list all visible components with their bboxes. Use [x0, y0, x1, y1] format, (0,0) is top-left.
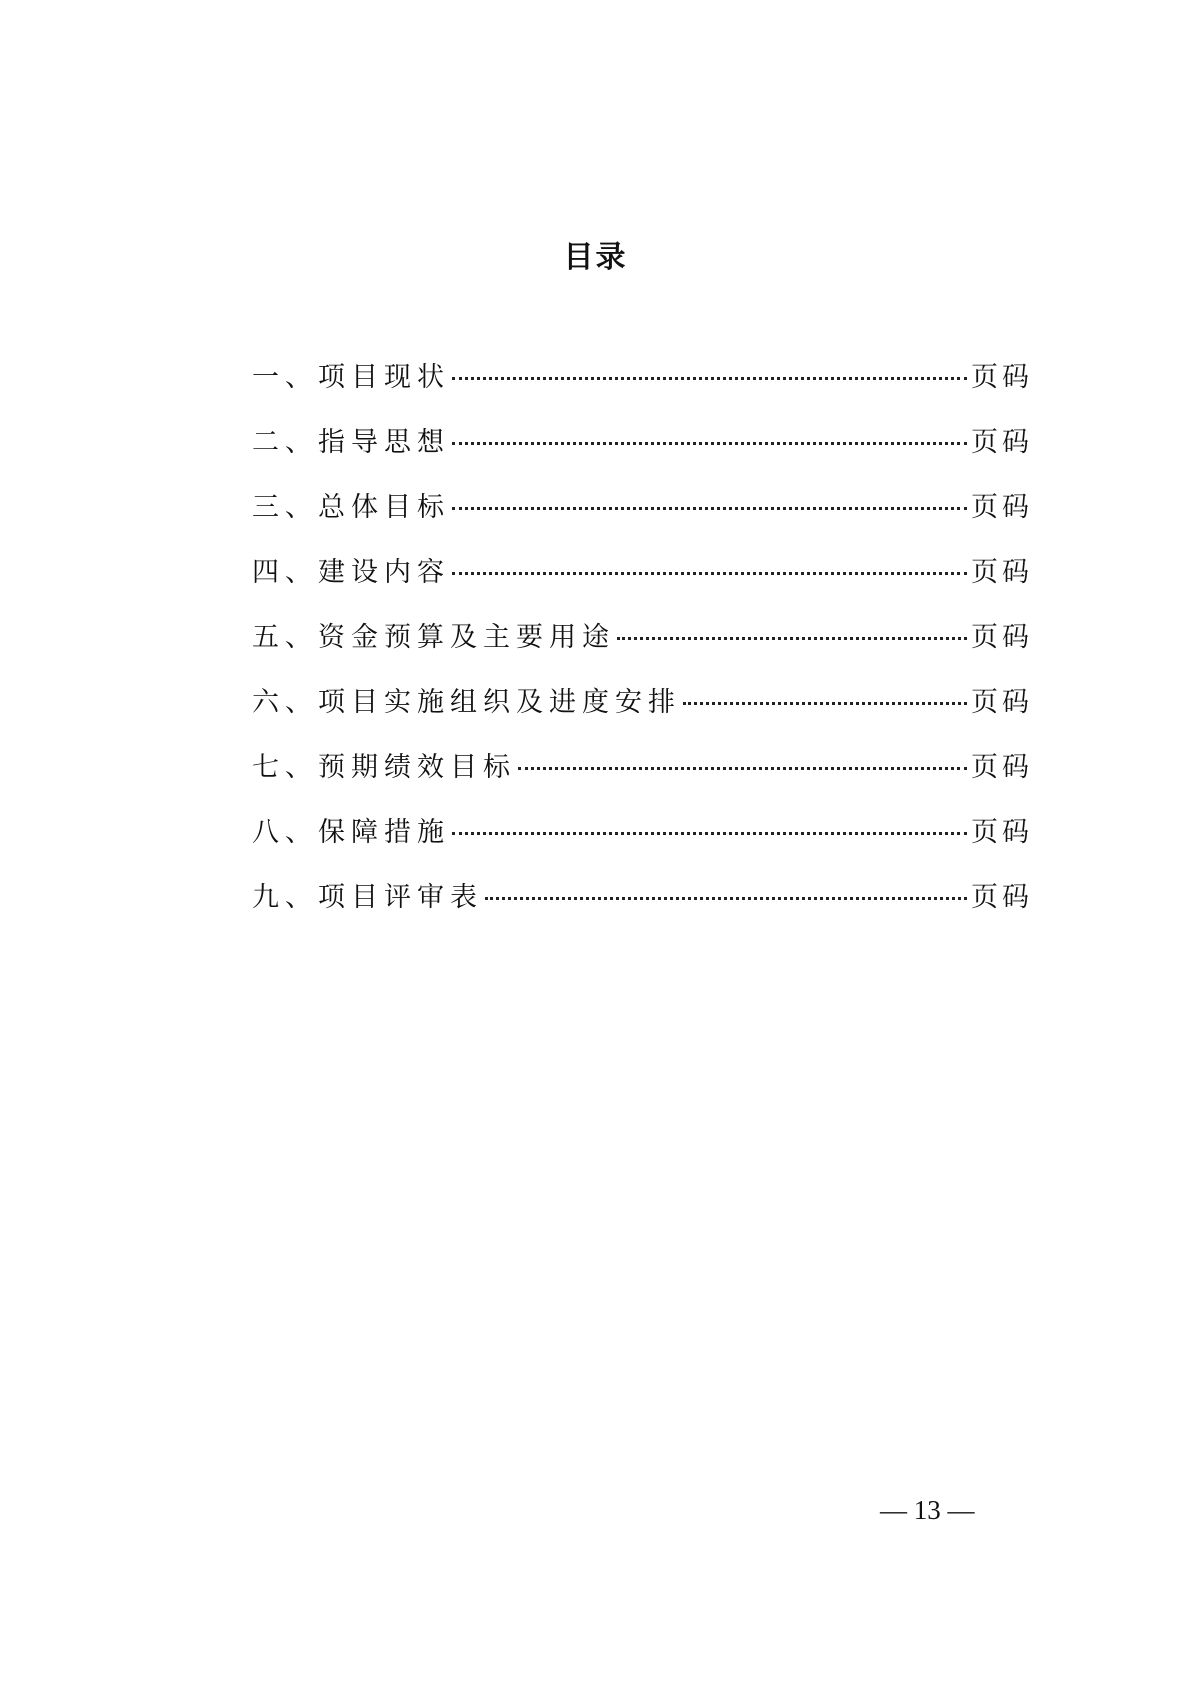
toc-entry-page: 页码	[971, 882, 1033, 913]
toc-entry-1[interactable]	[252, 355, 1033, 420]
toc-entry-page: 页码	[971, 817, 1033, 848]
dot-leader	[452, 377, 967, 380]
toc-entry-9[interactable]	[252, 875, 1033, 940]
toc-title: 目录	[563, 240, 628, 275]
toc-entry-5[interactable]	[252, 615, 1033, 680]
toc-entry-6[interactable]	[252, 680, 1033, 745]
toc-entry-label: 五、资金预算及主要用途	[252, 622, 615, 653]
table-of-contents	[252, 355, 1033, 940]
toc-entry-page: 页码	[971, 687, 1033, 718]
toc-entry-label: 二、指导思想	[252, 427, 450, 458]
dot-leader	[518, 767, 967, 770]
toc-entry-label: 六、项目实施组织及进度安排	[252, 687, 681, 718]
toc-entry-7[interactable]	[252, 745, 1033, 810]
dot-leader	[485, 897, 967, 900]
toc-entry-label: 八、保障措施	[252, 817, 450, 848]
toc-entry-page: 页码	[971, 362, 1033, 393]
toc-entry-label: 三、总体目标	[252, 492, 450, 523]
toc-entry-label: 四、建设内容	[252, 557, 450, 588]
dot-leader	[452, 442, 967, 445]
page-number: — 13 —	[880, 1495, 975, 1525]
dot-leader	[617, 637, 967, 640]
toc-entry-label: 一、项目现状	[252, 362, 450, 393]
toc-entry-label: 九、项目评审表	[252, 882, 483, 913]
toc-entry-2[interactable]	[252, 420, 1033, 485]
toc-entry-3[interactable]	[252, 485, 1033, 550]
toc-entry-8[interactable]	[252, 810, 1033, 875]
dot-leader	[452, 832, 967, 835]
toc-entry-page: 页码	[971, 622, 1033, 653]
toc-entry-page: 页码	[971, 752, 1033, 783]
dot-leader	[683, 702, 967, 705]
toc-entry-4[interactable]	[252, 550, 1033, 615]
dot-leader	[452, 572, 967, 575]
toc-entry-label: 七、预期绩效目标	[252, 752, 516, 783]
toc-entry-page: 页码	[971, 557, 1033, 588]
toc-entry-page: 页码	[971, 427, 1033, 458]
toc-entry-page: 页码	[971, 492, 1033, 523]
dot-leader	[452, 507, 967, 510]
